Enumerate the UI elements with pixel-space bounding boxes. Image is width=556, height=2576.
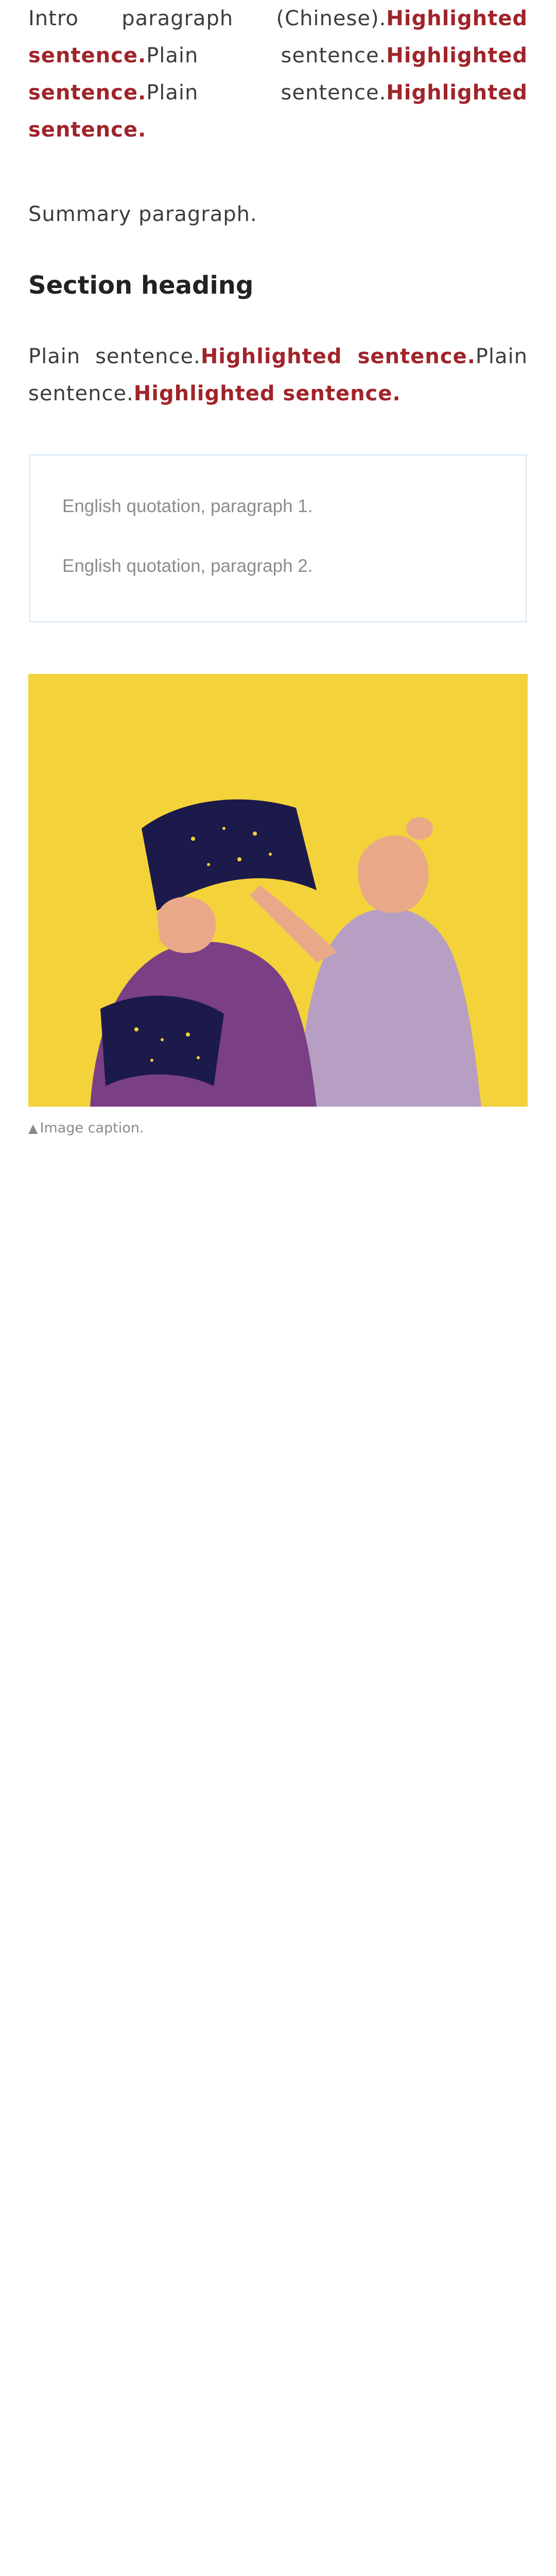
body-text: Plain sentence. <box>28 345 528 405</box>
highlighted-text: Highlighted sentence. <box>28 81 528 142</box>
body-text: Plain sentence. <box>28 345 201 368</box>
paragraph-spacer <box>28 622 528 674</box>
body-text: Plain sentence. <box>146 81 387 105</box>
lower-book <box>100 996 224 1086</box>
highlighted-text: Highlighted sentence. <box>200 345 476 368</box>
caption-text: Image caption. <box>40 1120 144 1136</box>
paragraph-spacer <box>28 302 528 338</box>
triangle-icon: ▲ <box>28 1121 38 1136</box>
illustration-two-figures-with-books <box>28 674 528 1107</box>
section-title: Section heading <box>28 271 254 300</box>
highlighted-text: Highlighted sentence. <box>28 7 528 67</box>
body-text: Intro paragraph (Chinese). <box>28 7 387 30</box>
intro-paragraph <box>28 0 528 148</box>
paragraph-spacer <box>28 233 528 269</box>
quote-paragraph-1: English quotation, paragraph 1. <box>62 496 313 516</box>
quote-box <box>29 454 527 622</box>
paragraph-spacer <box>28 412 528 454</box>
body-text: Plain sentence. <box>146 44 387 67</box>
quote-paragraph-2: English quotation, paragraph 2. <box>62 556 313 576</box>
image-caption <box>28 1118 528 1139</box>
paragraph-spacer <box>28 148 528 196</box>
highlighted-text: Highlighted sentence. <box>133 382 401 405</box>
highlighted-text: Highlighted sentence. <box>28 44 528 105</box>
section-paragraph <box>28 338 528 412</box>
summary-paragraph: Summary paragraph. <box>28 202 257 226</box>
